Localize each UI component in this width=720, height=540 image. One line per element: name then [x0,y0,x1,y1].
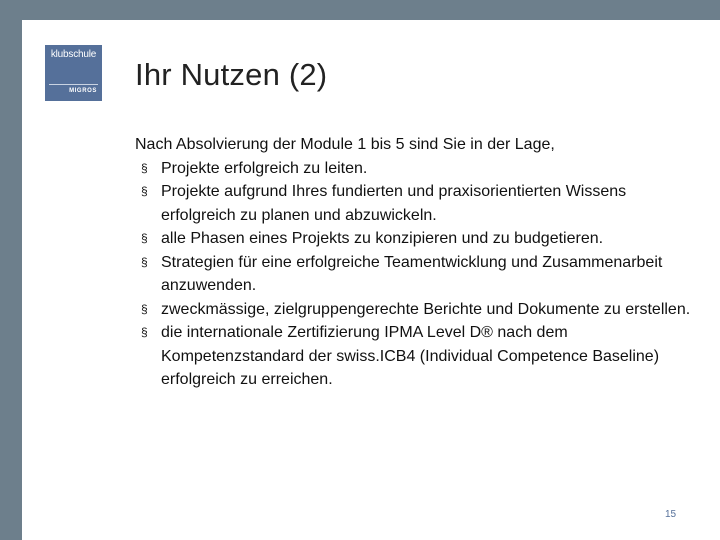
list-item [135,227,695,251]
square-bullet-icon: § [141,160,148,175]
square-bullet-icon: § [141,301,148,316]
square-bullet-icon: § [141,184,148,198]
klubschule-migros-logo [45,45,102,101]
logo-top-text: klubschule [50,49,97,60]
logo-divider [49,84,98,85]
square-bullet-icon: § [141,231,148,245]
list-item-text: Projekte erfolgreich zu leiten. [161,159,368,177]
list-item [135,298,695,322]
list-item [135,321,695,392]
intro-text: Nach Absolvierung der Module 1 bis 5 sind Sie in der Lage, [135,136,555,153]
list-item [135,251,695,298]
list-item-text: Strategien für eine erfolgreiche Teamentwicklung und Zusammenarbeit anzuwenden. [161,253,663,294]
list-item-text: alle Phasen eines Projekts zu konzipieren und zu budgetieren. [161,230,604,247]
benefit-list [135,157,695,392]
slide-body [135,133,695,392]
list-item [135,180,695,227]
slide-title: Ihr Nutzen (2) [135,57,328,92]
list-item-text: zweckmässige, zielgruppengerechte Berichte und Dokumente zu erstellen. [161,300,691,318]
square-bullet-icon: § [141,254,148,269]
list-item-text: die internationale Zertifizierung IPMA Level D® nach dem Kompetenzstandard der swiss.ICB4 (Individual Competence Baseline) erfolgreich zu erreichen. [161,324,660,388]
square-bullet-icon: § [141,325,148,339]
list-item [135,157,695,181]
logo-bottom-text: MIGROS [69,88,97,94]
page-number: 15 [665,509,677,520]
list-item-text: Projekte aufgrund Ihres fundierten und praxisorientierten Wissens erfolgreich zu planen und abzuwickeln. [161,183,627,224]
